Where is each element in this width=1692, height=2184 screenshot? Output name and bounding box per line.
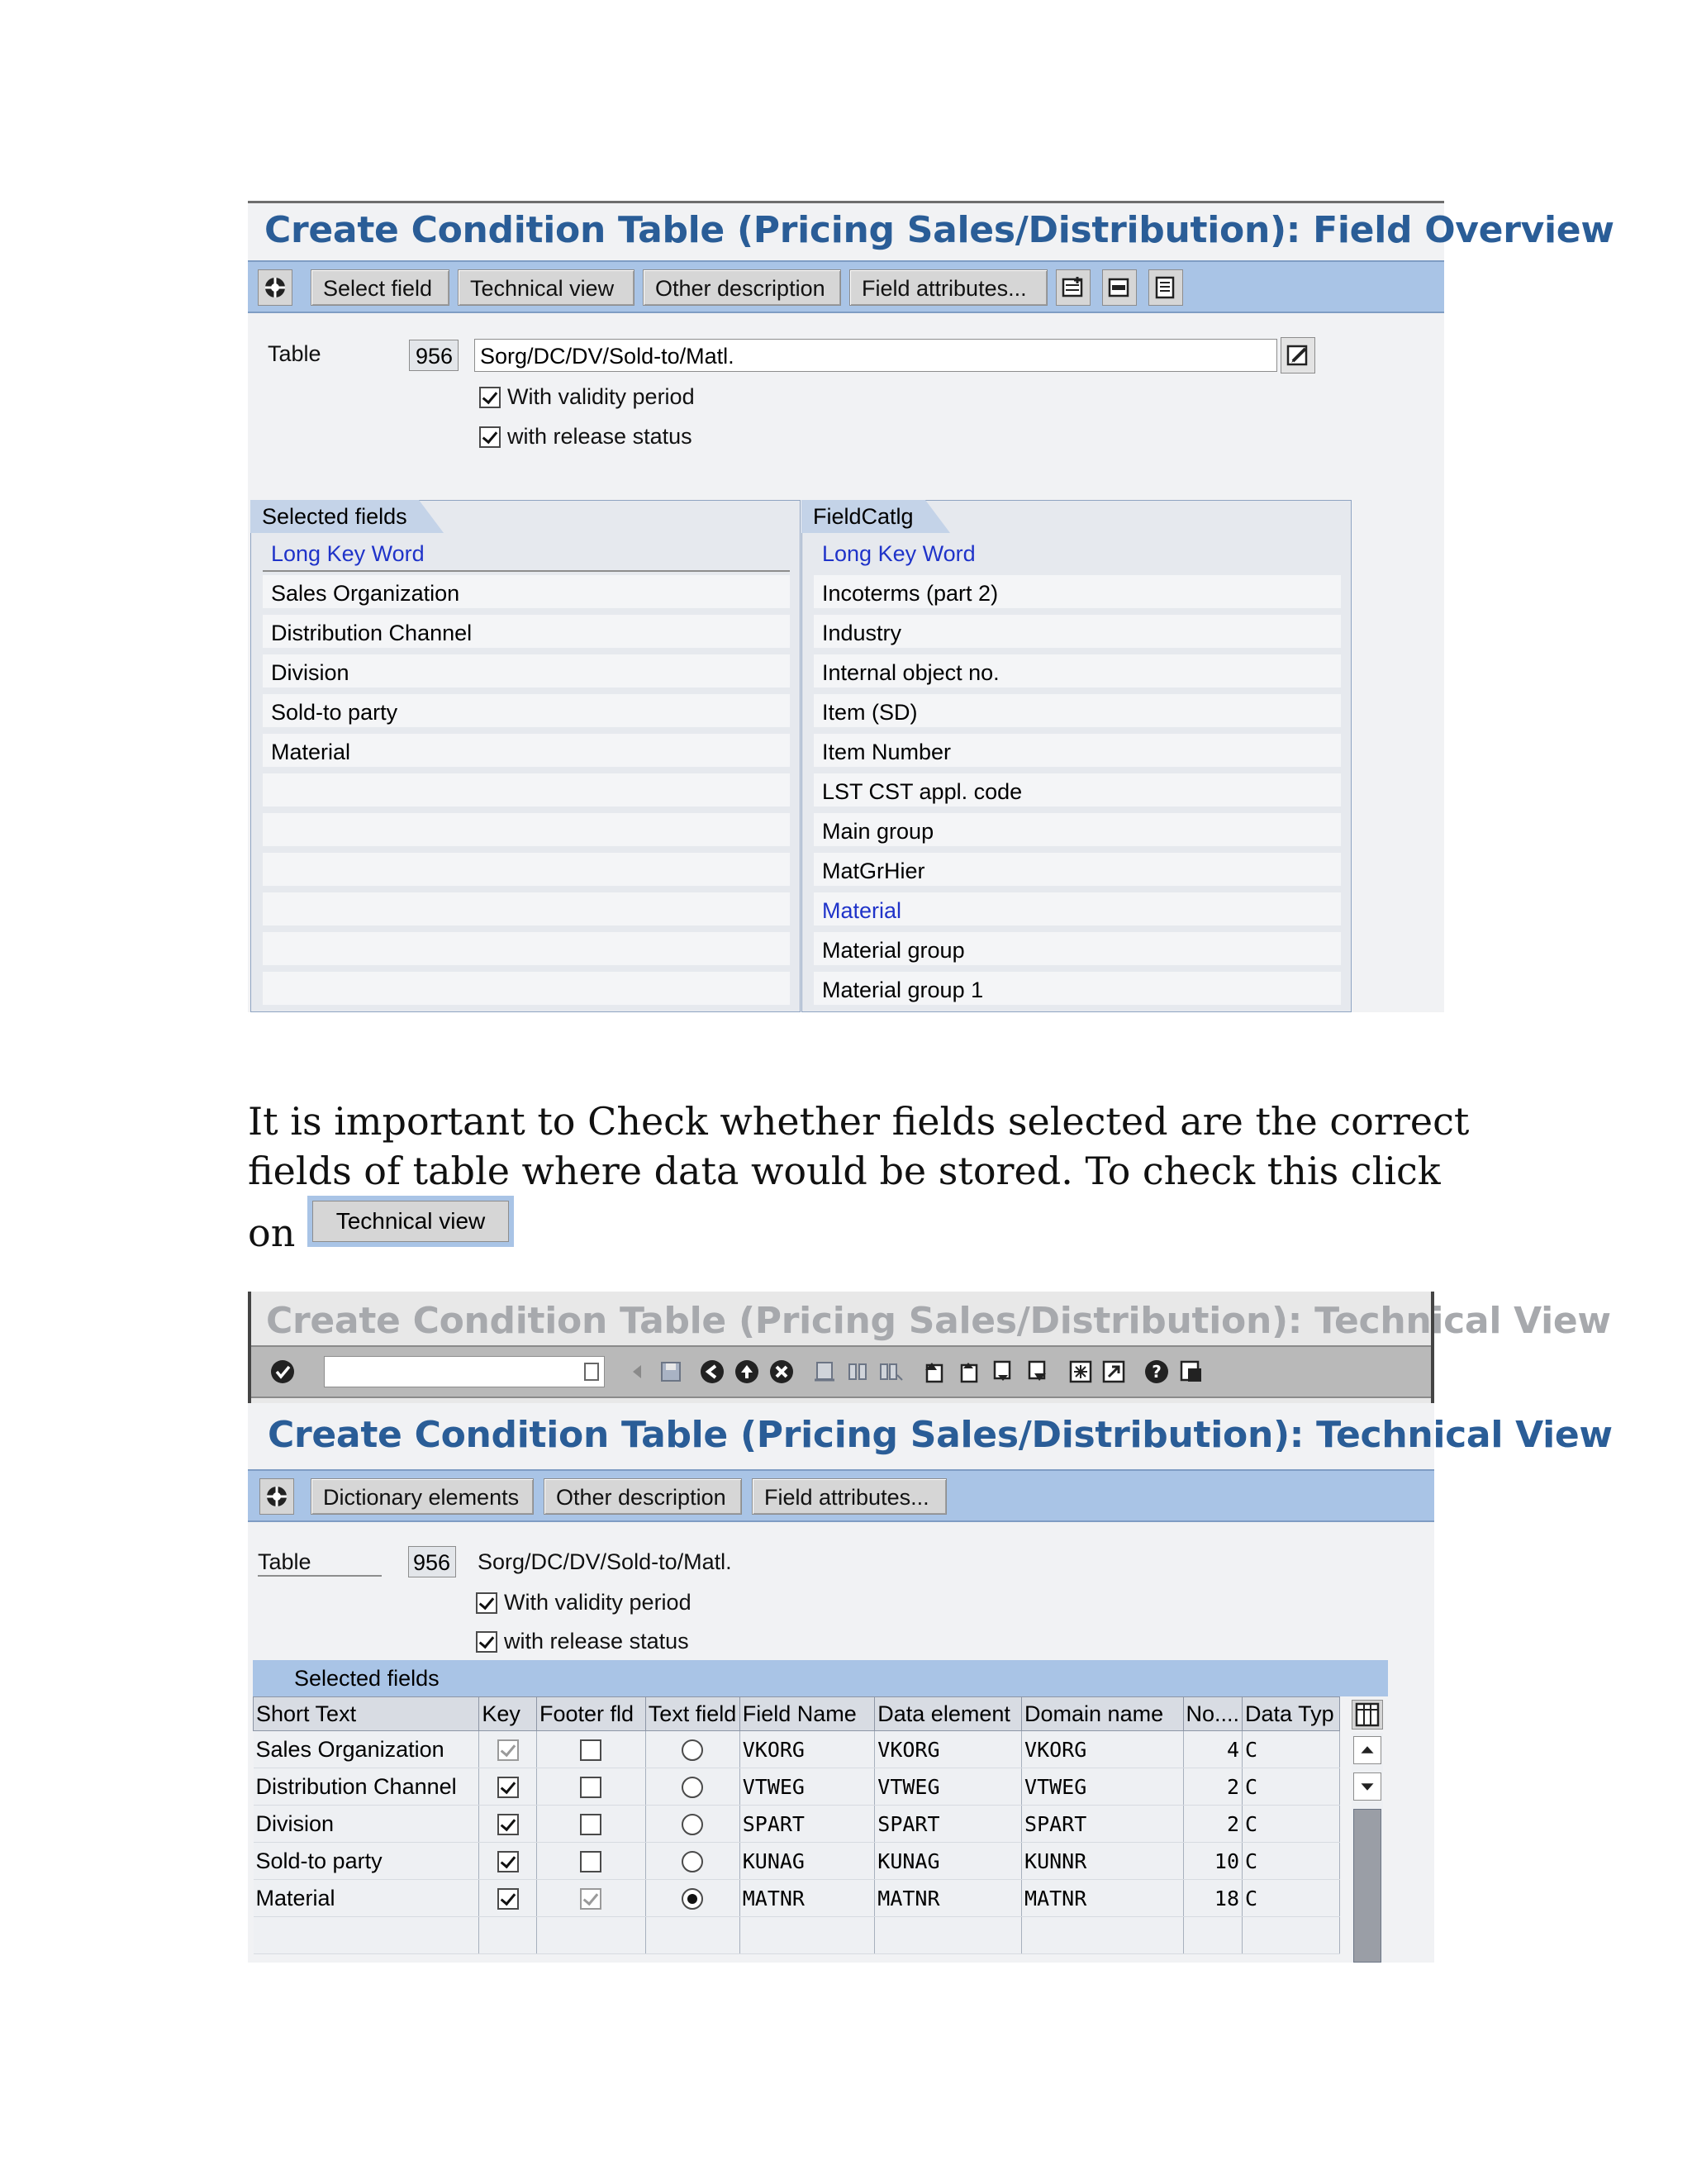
column-header[interactable]: Text field <box>645 1697 739 1731</box>
window-title: Create Condition Table (Pricing Sales/Distribution): Technical View <box>266 1300 1611 1342</box>
previous-page-icon[interactable] <box>953 1357 983 1387</box>
back-arrow-icon[interactable] <box>623 1357 653 1387</box>
column-header[interactable]: Field Name <box>739 1697 875 1731</box>
table-description: Sorg/DC/DV/Sold-to/Matl. <box>478 1549 732 1574</box>
selected-field-item[interactable]: Division <box>263 654 790 691</box>
footer-field-checkbox[interactable] <box>580 1777 601 1798</box>
selected-fields-panel <box>250 500 801 1012</box>
column-header[interactable]: Footer fld <box>537 1697 646 1731</box>
table-row <box>254 1806 1340 1843</box>
length-cell: 2 <box>1183 1806 1243 1843</box>
footer-field-checkbox[interactable] <box>580 1814 601 1835</box>
enter-icon[interactable] <box>268 1357 297 1387</box>
empty-cell <box>254 1917 479 1954</box>
exit-icon[interactable] <box>732 1357 762 1387</box>
application-toolbar <box>248 260 1444 313</box>
with-validity-period-label: With validity period <box>507 384 695 409</box>
create-session-icon[interactable] <box>1066 1357 1096 1387</box>
short-text-cell: Sales Organization <box>254 1731 479 1768</box>
field-attributes-button[interactable]: Field attributes... <box>849 269 1048 306</box>
with-release-status-checkbox[interactable] <box>476 1631 497 1653</box>
length-cell: 10 <box>1183 1843 1243 1880</box>
command-field[interactable] <box>324 1356 605 1387</box>
field-catalog-item[interactable]: MatGrHier <box>814 853 1341 889</box>
system-toolbar <box>251 1345 1431 1398</box>
find-next-icon[interactable] <box>876 1357 905 1387</box>
field-catalog-item[interactable]: Item Number <box>814 734 1341 770</box>
empty-cell <box>1022 1917 1183 1954</box>
selected-field-item[interactable] <box>263 932 790 968</box>
instruction-line-3: on <box>248 1211 296 1255</box>
empty-cell <box>479 1917 537 1954</box>
key-checkbox[interactable] <box>497 1814 519 1835</box>
page-title: Create Condition Table (Pricing Sales/Distribution): Technical View <box>268 1414 1613 1456</box>
footer-field-cell <box>537 1806 646 1843</box>
field-catalog-item[interactable]: Industry <box>814 615 1341 651</box>
instruction-line-2: fields of table where data would be stored. To check this click <box>248 1149 1441 1193</box>
column-header[interactable]: Data element <box>875 1697 1022 1731</box>
empty-cell <box>739 1917 875 1954</box>
scroll-down-icon[interactable] <box>1353 1772 1381 1801</box>
last-page-icon[interactable] <box>1023 1357 1053 1387</box>
cancel-icon[interactable] <box>767 1357 796 1387</box>
short-text-cell: Sold-to party <box>254 1843 479 1880</box>
domain-name-cell: VTWEG <box>1022 1768 1183 1806</box>
footer-field-cell <box>537 1880 646 1917</box>
data-type-cell: C <box>1243 1806 1340 1843</box>
command-history-icon[interactable] <box>584 1363 599 1381</box>
with-release-status-checkbox[interactable] <box>479 426 501 448</box>
footer-field-checkbox[interactable] <box>580 1739 601 1761</box>
next-page-icon[interactable] <box>988 1357 1018 1387</box>
other-description-button[interactable]: Other description <box>544 1478 742 1515</box>
footer-field-cell <box>537 1768 646 1806</box>
key-checkbox[interactable] <box>497 1777 519 1798</box>
text-field-cell <box>645 1768 739 1806</box>
scroll-thumb[interactable] <box>1353 1809 1381 1963</box>
save-icon[interactable] <box>656 1357 686 1387</box>
display-change-icon[interactable] <box>258 269 292 306</box>
details-icon[interactable] <box>1148 269 1183 306</box>
technical-view-inline-button[interactable]: Technical view <box>312 1201 509 1242</box>
edit-description-icon[interactable] <box>1281 337 1315 374</box>
table-label: Table <box>258 1549 382 1577</box>
application-toolbar <box>248 1469 1434 1522</box>
scroll-up-icon[interactable] <box>1353 1736 1381 1764</box>
table-row <box>254 1768 1340 1806</box>
table-label: Table <box>268 341 321 366</box>
field-overview-screenshot <box>248 201 1614 1012</box>
technical-view-inline-button-wrapper <box>307 1196 514 1247</box>
selected-field-item[interactable] <box>263 813 790 849</box>
field-catalog-item[interactable]: Material group <box>814 932 1341 968</box>
column-header[interactable]: Key <box>479 1697 537 1731</box>
find-icon[interactable] <box>843 1357 872 1387</box>
selected-fields-tab[interactable]: Selected fields <box>250 500 419 533</box>
dictionary-elements-button[interactable]: Dictionary elements <box>311 1478 534 1515</box>
table-row <box>254 1843 1340 1880</box>
back-icon[interactable] <box>697 1357 727 1387</box>
footer-field-checkbox[interactable] <box>580 1851 601 1872</box>
field-catalog-item[interactable]: Item (SD) <box>814 694 1341 730</box>
with-validity-period-label: With validity period <box>504 1590 692 1615</box>
key-checkbox[interactable] <box>497 1851 519 1872</box>
selected-field-item[interactable] <box>263 773 790 810</box>
selected-field-item[interactable]: Sales Organization <box>263 575 790 611</box>
svg-text:?: ? <box>1152 1362 1162 1382</box>
grid-title: Selected fields <box>253 1660 1388 1696</box>
technical-view-screenshot <box>248 1292 1613 1963</box>
selected-field-item[interactable]: Sold-to party <box>263 694 790 730</box>
text-field-radio[interactable] <box>682 1851 703 1872</box>
footer-field-cell <box>537 1731 646 1768</box>
vertical-scrollbar[interactable] <box>1352 1733 1383 1963</box>
text-field-radio[interactable] <box>682 1888 703 1910</box>
key-checkbox[interactable] <box>497 1888 519 1910</box>
field-name-cell: MATNR <box>739 1880 875 1917</box>
selected-field-item[interactable] <box>263 853 790 889</box>
field-name-cell: VKORG <box>739 1731 875 1768</box>
selected-field-item[interactable]: Material <box>263 734 790 770</box>
field-catalog-item[interactable]: Internal object no. <box>814 654 1341 691</box>
text-field-cell <box>645 1880 739 1917</box>
data-element-cell: VTWEG <box>875 1768 1022 1806</box>
field-catalog-item[interactable]: Main group <box>814 813 1341 849</box>
with-validity-period-checkbox[interactable] <box>476 1592 497 1614</box>
selected-field-item[interactable] <box>263 892 790 929</box>
selected-fields-table <box>253 1696 1340 1954</box>
column-header[interactable]: Short Text <box>254 1697 479 1731</box>
field-catalog-header[interactable]: Long Key Word <box>814 535 1341 572</box>
key-cell <box>479 1843 537 1880</box>
short-text-cell: Distribution Channel <box>254 1768 479 1806</box>
key-cell <box>479 1806 537 1843</box>
field-name-cell: VTWEG <box>739 1768 875 1806</box>
field-name-cell: SPART <box>739 1806 875 1843</box>
table-description-field[interactable]: Sorg/DC/DV/Sold-to/Matl. <box>474 339 1277 372</box>
delete-row-icon[interactable] <box>1102 269 1137 306</box>
short-text-cell: Division <box>254 1806 479 1843</box>
selected-fields-header[interactable]: Long Key Word <box>263 535 790 572</box>
print-icon[interactable] <box>810 1357 839 1387</box>
field-catalog-item[interactable]: Material <box>814 892 1341 929</box>
with-release-status-label: with release status <box>504 1629 689 1653</box>
length-cell: 2 <box>1183 1768 1243 1806</box>
data-type-cell: C <box>1243 1880 1340 1917</box>
key-cell <box>479 1880 537 1917</box>
data-element-cell: VKORG <box>875 1731 1022 1768</box>
domain-name-cell: SPART <box>1022 1806 1183 1843</box>
text-field-radio[interactable] <box>682 1739 703 1761</box>
field-catalog-tab[interactable]: FieldCatlg <box>801 500 925 533</box>
field-catalog-panel <box>801 500 1352 1012</box>
short-text-cell: Material <box>254 1880 479 1917</box>
text-field-radio[interactable] <box>682 1777 703 1798</box>
column-header[interactable]: Data Typ <box>1243 1697 1340 1731</box>
field-name-cell: KUNAG <box>739 1843 875 1880</box>
data-type-cell: C <box>1243 1731 1340 1768</box>
domain-name-cell: MATNR <box>1022 1880 1183 1917</box>
with-release-status-label: with release status <box>507 424 692 449</box>
data-type-cell: C <box>1243 1768 1340 1806</box>
footer-field-cell <box>537 1843 646 1880</box>
column-header[interactable]: No.... <box>1183 1697 1243 1731</box>
field-catalog-item[interactable]: Material group 1 <box>814 972 1341 1008</box>
empty-cell <box>645 1917 739 1954</box>
column-settings-icon[interactable] <box>1352 1700 1383 1730</box>
table-row <box>254 1880 1340 1917</box>
shortcut-icon[interactable] <box>1099 1357 1129 1387</box>
table-number-field: 956 <box>408 1546 456 1577</box>
empty-table-row <box>254 1917 1340 1954</box>
domain-name-cell: KUNNR <box>1022 1843 1183 1880</box>
key-checkbox <box>497 1739 519 1761</box>
first-page-icon[interactable] <box>919 1357 948 1387</box>
customize-layout-icon[interactable] <box>1176 1357 1206 1387</box>
selected-field-item[interactable] <box>263 972 790 1008</box>
column-header[interactable]: Domain name <box>1022 1697 1183 1731</box>
field-catalog-item[interactable]: Incoterms (part 2) <box>814 575 1341 611</box>
help-icon[interactable] <box>1142 1357 1172 1387</box>
text-field-cell <box>645 1806 739 1843</box>
length-cell: 18 <box>1183 1880 1243 1917</box>
empty-cell <box>1243 1917 1340 1954</box>
data-type-cell: C <box>1243 1843 1340 1880</box>
instruction-line-1: It is important to Check whether fields selected are the correct <box>248 1099 1470 1144</box>
data-element-cell: KUNAG <box>875 1843 1022 1880</box>
window-top-border <box>248 201 1444 203</box>
footer-field-checkbox <box>580 1888 601 1910</box>
with-validity-period-checkbox[interactable] <box>479 387 501 408</box>
text-field-radio[interactable] <box>682 1814 703 1835</box>
key-cell <box>479 1731 537 1768</box>
table-row <box>254 1731 1340 1768</box>
display-change-icon[interactable] <box>259 1478 294 1515</box>
other-description-button[interactable]: Other description <box>643 269 841 306</box>
table-number-field: 956 <box>409 340 459 371</box>
domain-name-cell: VKORG <box>1022 1731 1183 1768</box>
length-cell: 4 <box>1183 1731 1243 1768</box>
empty-cell <box>875 1917 1022 1954</box>
empty-cell <box>537 1917 646 1954</box>
data-element-cell: SPART <box>875 1806 1022 1843</box>
selected-field-item[interactable]: Distribution Channel <box>263 615 790 651</box>
key-cell <box>479 1768 537 1806</box>
text-field-cell <box>645 1843 739 1880</box>
text-field-cell <box>645 1731 739 1768</box>
technical-view-button[interactable]: Technical view <box>458 269 634 306</box>
insert-row-icon[interactable] <box>1056 269 1091 306</box>
field-attributes-button[interactable]: Field attributes... <box>752 1478 947 1515</box>
data-element-cell: MATNR <box>875 1880 1022 1917</box>
field-catalog-item[interactable]: LST CST appl. code <box>814 773 1341 810</box>
page-title: Create Condition Table (Pricing Sales/Distribution): Field Overview <box>264 209 1614 251</box>
empty-cell <box>1183 1917 1243 1954</box>
select-field-button[interactable]: Select field <box>311 269 449 306</box>
